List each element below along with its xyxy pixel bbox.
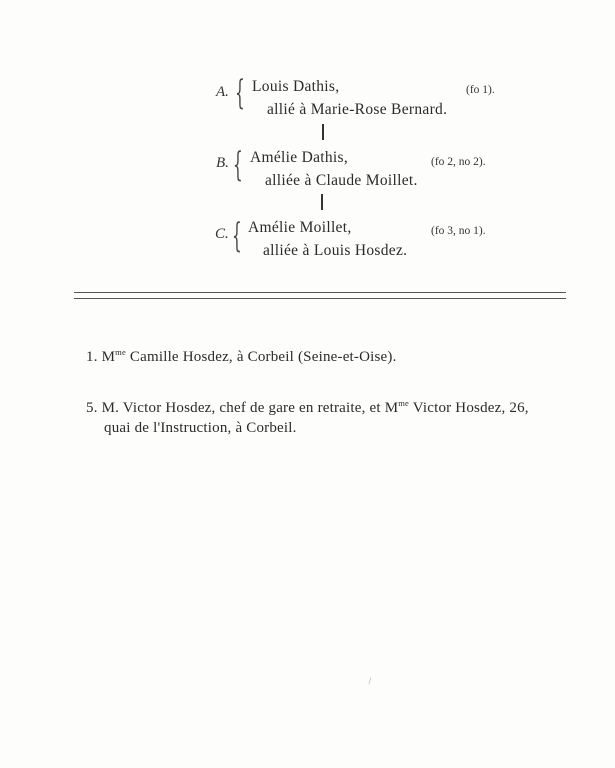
person-name: Amélie Dathis,	[250, 149, 349, 166]
person-name: Louis Dathis,	[252, 78, 340, 95]
scan-speck-icon: \	[365, 676, 374, 687]
footnote-superscript: me	[398, 398, 410, 408]
brace-icon: {	[232, 216, 242, 256]
brace-icon: {	[233, 145, 243, 185]
entry-letter: C.	[215, 226, 229, 242]
footnote-number: 1.	[86, 349, 98, 365]
folio-reference: (fo 1).	[466, 84, 495, 96]
footnote-text: Camille Hosdez, à Corbeil (Seine-et-Oise).	[125, 349, 397, 365]
entry-letter: B.	[216, 155, 229, 171]
spouse-line: alliée à Claude Moillet.	[265, 172, 418, 189]
folio-reference: (fo 2, no 2).	[431, 156, 486, 168]
footnote-1	[86, 347, 397, 366]
footnote-5-continuation: quai de l'Instruction, à Corbeil.	[104, 420, 297, 436]
footnote-5	[86, 398, 529, 417]
separator-rule	[74, 292, 566, 299]
spouse-line: allié à Marie-Rose Bernard.	[267, 101, 448, 118]
footnote-superscript: me	[115, 347, 126, 357]
brace-icon: {	[235, 73, 245, 113]
descent-line	[321, 194, 323, 210]
person-name: Amélie Moillet,	[248, 219, 352, 236]
entry-letter: A.	[216, 84, 229, 100]
footnote-number: 5.	[86, 400, 98, 416]
folio-reference: (fo 3, no 1).	[431, 225, 486, 237]
footnote-text: M. Victor Hosdez, chef de gare en retraite, et M	[101, 400, 399, 416]
footnote-text: Victor Hosdez, 26,	[409, 400, 529, 416]
footnote-prefix: M	[101, 349, 116, 365]
descent-line	[322, 124, 324, 140]
spouse-line: alliée à Louis Hosdez.	[263, 242, 408, 259]
